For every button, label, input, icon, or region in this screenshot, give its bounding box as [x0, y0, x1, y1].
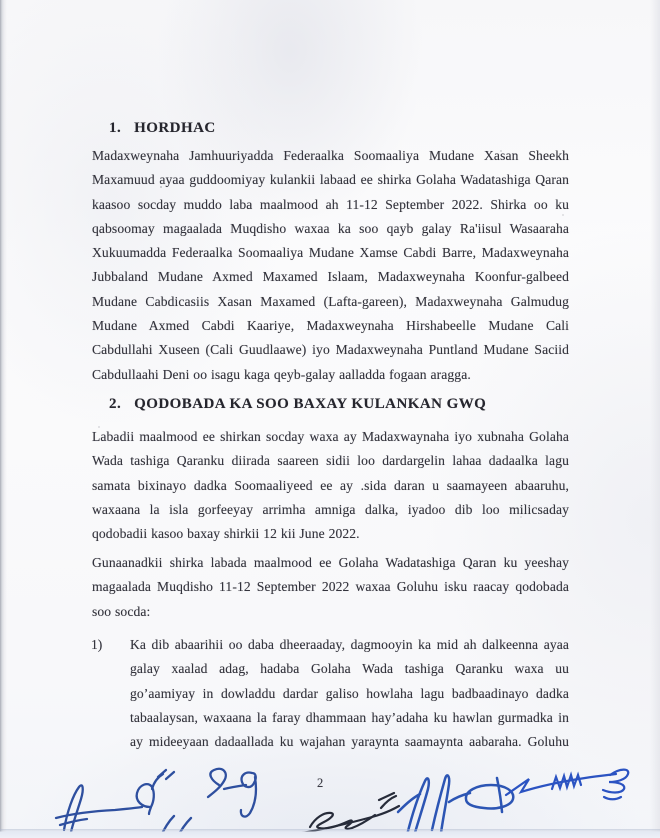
signature-left-ink	[56, 770, 191, 838]
body-line: Wada tashiga Qaranku diirada saareen sidii loo dardargelin lahaa dadaalka lagu	[92, 453, 569, 469]
body-line: ay mideeyaan dadaallada ku wajahan yaraynta saamaynta aabaraha. Goluhu	[130, 734, 569, 750]
body-line: qabsoomay magaalada Muqdisho waxaa ka soo qayb galay Ra'iisul Wasaaraha	[92, 220, 569, 236]
body-line: Ka dib abaarihii oo daba dheeraaday, dagmooyin ka mid ah dalkeenna ayaa	[130, 637, 569, 652]
paper-right-edge-shadow	[650, 0, 660, 838]
signature-tall-blue-ink	[398, 775, 513, 836]
body-line: samata bixinayo dadka Soomaaliyeed ee ay .sida daran u saamayeen abaaruhu,	[92, 477, 569, 493]
body-line: Mudane Cabdicasiis Xasan Maxamed (Lafta-gareen), Madaxweynaha Galmudug	[92, 293, 569, 309]
body-line: Cabdullaahi Deni oo isagu kaga qeyb-galay aalladda fogaan aragga.	[92, 366, 471, 382]
heading-2-number: 2.	[109, 396, 122, 412]
body-line: Xukuumadda Federaalka Soomaaliya Mudane Xamse Cabdi Barre, Madaxweynaha	[92, 245, 569, 261]
scan-bottom-edge	[0, 829, 660, 838]
body-line: waxaana la isla gorfeeyay arrimha amniga dalka, iyadoo dib loo milicsaday	[92, 501, 569, 517]
body-line: qodobadii kasoo baxay shirkii 12 kii June 2022.	[92, 526, 360, 542]
paragraph-intro	[92, 144, 569, 387]
body-line: Jubbaland Mudane Axmed Maxamed Islaam, Madaxweynaha Koonfur-galbeed	[92, 269, 569, 285]
signature-right-flourish-ink	[506, 770, 628, 800]
signature-dark-scribble-ink	[296, 793, 399, 834]
paragraph-conclusion-intro	[92, 551, 569, 624]
body-line: Mudane Axmed Cabdi Kaariye, Madaxweynaha Hirshabeelle Mudane Cali	[92, 318, 569, 334]
body-line: Madaxweynaha Jamhuuriyadda Federaalka Soomaaliya Mudane Xasan Sheekh	[92, 148, 569, 163]
body-line: Cabdullahi Xuseen (Cali Guudlaawe) iyo Madaxweynaha Puntland Mudane Saciid	[92, 342, 569, 358]
heading-1-title: HORDHAC	[134, 120, 216, 136]
body-line: kaasoo socday muddo laba maalmood ah 11-12 September 2022. Shirka oo ku	[92, 196, 569, 212]
body-line: Gunaanadkii shirka labada maalmood ee Golaha Wadatashiga Qaran ku yeeshay	[92, 555, 569, 570]
section-heading-1	[109, 116, 216, 140]
heading-1-number: 1.	[109, 120, 122, 136]
signatures-ink-layer	[0, 752, 660, 838]
body-line: magaalada Muqdisho 11-12 September 2022 waxaa Goluhu isku raacay qodobada	[92, 579, 569, 595]
page-number: 2	[317, 776, 324, 790]
body-line: tabaalaysan, waxaana la faray dhammaan hay’adaha ku hawlan gurmadka in	[130, 709, 569, 725]
body-line: soo socda:	[92, 603, 151, 619]
heading-2-title: QODOBADA KA SOO BAXAY KULANKAN GWQ	[134, 396, 487, 412]
signature-s9-ink	[208, 769, 256, 817]
list-item-1-text	[130, 633, 569, 754]
list-item-1-marker: 1)	[91, 637, 103, 652]
body-line: galay xaalad adag, hadaba Golaha Wada tashiga Qaranku waxa uu	[130, 661, 569, 677]
paper-left-edge-shadow	[0, 0, 7, 838]
paragraph-meeting-focus	[92, 425, 569, 546]
body-line: Maxamuud ayaa guddoomiyay kulankii labaad ee shirka Golaha Wadatashiga Qaran	[92, 172, 569, 188]
body-line: go’aamiyay in dowladdu dardar galiso howlaha lagu badbaadinayo dadka	[130, 685, 569, 701]
body-line: Labadii maalmood ee shirkan socday waxa ay Madaxwaynaha iyo xubnaha Golaha	[92, 429, 569, 444]
section-heading-2	[109, 392, 486, 416]
